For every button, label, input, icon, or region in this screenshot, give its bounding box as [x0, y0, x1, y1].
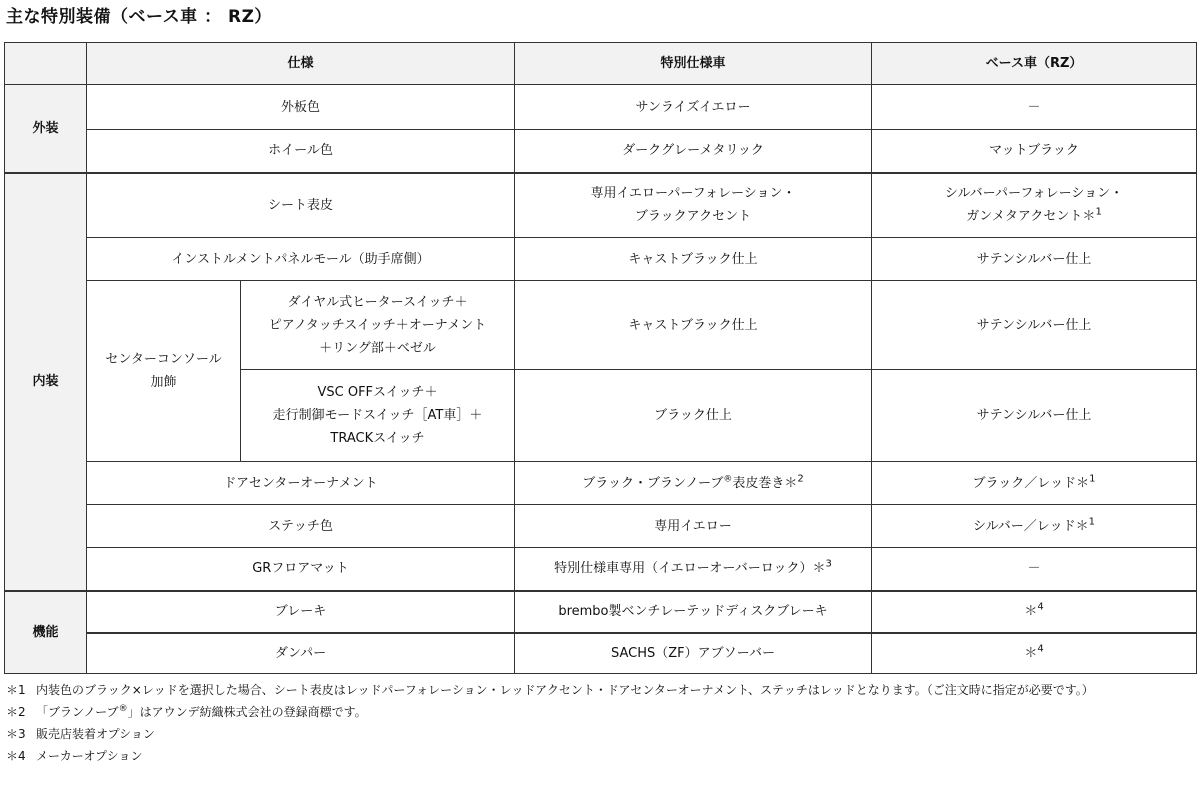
- footnote-1: [6, 680, 1192, 700]
- table-row: [5, 633, 1197, 674]
- base-cell: [872, 633, 1197, 674]
- special-cell: ブラック仕上: [515, 370, 872, 462]
- header-spec: 仕様: [87, 43, 515, 85]
- spec-cell: [241, 281, 515, 370]
- base-cell: [872, 462, 1197, 505]
- spec-cell: [241, 370, 515, 462]
- footnote-text-part: 「ブランノーブ: [36, 705, 119, 719]
- special-cell: サンライズイエロー: [515, 85, 872, 130]
- spec-line: VSC OFFスイッチ＋: [317, 385, 438, 400]
- special-cell: [515, 548, 872, 591]
- special-cell: ダークグレーメタリック: [515, 130, 872, 173]
- special-cell: SACHS（ZF）アブソーバー: [515, 633, 872, 674]
- special-cell: [515, 173, 872, 238]
- spec-line: ピアノタッチスイッチ＋オーナメント: [268, 317, 487, 333]
- spec-cell: インストルメントパネルモール（助手席側）: [87, 238, 515, 281]
- header-base: ベース車（RZ）: [872, 43, 1197, 85]
- spec-cell: シート表皮: [87, 173, 515, 238]
- footnote-ref: 3: [825, 558, 832, 570]
- spec-line: ダイヤル式ヒータースイッチ＋: [287, 294, 468, 310]
- footnote-3: [6, 724, 1192, 744]
- base-cell: マットブラック: [872, 130, 1197, 173]
- footnote-text: 内装色のブラック×レッドを選択した場合、シート表皮はレッドパーフォレーション・レッドアクセント・ドアセンターオーナメント、ステッチはレッドとなります。（ご注文時に指定が必要です。）: [36, 683, 1094, 697]
- footnote-ref: 2: [797, 473, 804, 485]
- table-row: [5, 85, 1197, 130]
- footnote-text: メーカーオプション: [36, 749, 143, 763]
- spec-table: [4, 42, 1197, 674]
- table-row: [5, 130, 1197, 173]
- special-line: 専用イエローパーフォレーション・: [590, 186, 796, 202]
- special-line: ブラックアクセント: [634, 209, 752, 225]
- footnote-ref: 4: [1037, 601, 1044, 613]
- special-cell: [515, 462, 872, 505]
- base-cell: [872, 505, 1197, 548]
- special-cell: キャストブラック仕上: [515, 281, 872, 370]
- footnote-ref: 4: [1037, 643, 1044, 655]
- page-title: 主な特別装備（ベース車 ： RZ）: [6, 7, 272, 27]
- table-row: [5, 173, 1197, 238]
- footnote-mark: ＊3: [6, 727, 26, 741]
- base-text: ＊: [1024, 645, 1038, 661]
- special-text: 表皮巻き＊: [732, 475, 798, 491]
- spec-cell: ドアセンターオーナメント: [87, 462, 515, 505]
- base-cell: [872, 173, 1197, 238]
- special-cell: キャストブラック仕上: [515, 238, 872, 281]
- spec-line: 走行制御モードスイッチ［AT車］＋: [272, 408, 483, 423]
- base-cell: [872, 591, 1197, 633]
- spec-line: ＋リング部＋ベゼル: [319, 340, 436, 356]
- table-row: [5, 238, 1197, 281]
- special-cell: brembo製ベンチレーテッドディスクブレーキ: [515, 591, 872, 633]
- table-header-row: [5, 43, 1197, 85]
- center-console-label: [87, 281, 241, 462]
- base-line: シルバーパーフォレーション・: [944, 186, 1124, 202]
- special-text: ブラック・ブランノーブ: [582, 475, 724, 491]
- footnote-text-part: 」はアウンデ紡織株式会社の登録商標です。: [127, 705, 367, 719]
- spec-cell: 外板色: [87, 85, 515, 130]
- console-label-line: センターコンソール: [105, 352, 222, 367]
- base-cell: －: [872, 85, 1197, 130]
- footnote-text: [36, 702, 1192, 722]
- special-cell: 専用イエロー: [515, 505, 872, 548]
- spec-cell: ステッチ色: [87, 505, 515, 548]
- category-function: 機能: [5, 591, 87, 674]
- category-interior: 内装: [5, 173, 87, 591]
- table-row: [5, 505, 1197, 548]
- footnote-text: 販売店装着オプション: [36, 727, 155, 741]
- base-text: シルバー／レッド＊: [973, 518, 1089, 534]
- console-label-line: 加飾: [150, 375, 177, 390]
- registered-mark: ®: [118, 704, 128, 714]
- header-category: [5, 43, 87, 85]
- footnote-4: [6, 746, 1192, 766]
- spec-cell: ダンパー: [87, 633, 515, 674]
- table-row: [5, 281, 1197, 370]
- footnote-ref: 1: [1088, 516, 1096, 528]
- footnote-mark: ＊1: [6, 683, 26, 697]
- spec-cell: GRフロアマット: [87, 548, 515, 591]
- base-cell: －: [872, 548, 1197, 591]
- footnote-ref: 1: [1089, 473, 1096, 485]
- base-cell: サテンシルバー仕上: [872, 238, 1197, 281]
- spec-cell: ブレーキ: [87, 591, 515, 633]
- footnote-2: [6, 702, 1192, 722]
- base-line: ガンメタアクセント＊: [966, 209, 1096, 225]
- base-cell: サテンシルバー仕上: [872, 370, 1197, 462]
- table-row: [5, 591, 1197, 633]
- category-exterior: 外装: [5, 85, 87, 173]
- footnote-mark: ＊2: [6, 705, 26, 719]
- registered-mark: ®: [723, 474, 733, 485]
- footnote-mark: ＊4: [6, 749, 26, 763]
- footnote-ref: 1: [1095, 206, 1102, 218]
- footnotes: [6, 680, 1192, 768]
- table-row: [5, 462, 1197, 505]
- base-text: ブラック／レッド＊: [972, 475, 1090, 491]
- table-row: [5, 548, 1197, 591]
- spec-line: TRACKスイッチ: [330, 431, 425, 446]
- base-cell: サテンシルバー仕上: [872, 281, 1197, 370]
- base-text: ＊: [1024, 604, 1038, 619]
- spec-cell: ホイール色: [87, 130, 515, 173]
- special-text: 特別仕様車専用（イエローオーバーロック）＊: [554, 561, 826, 577]
- header-special: 特別仕様車: [515, 43, 872, 85]
